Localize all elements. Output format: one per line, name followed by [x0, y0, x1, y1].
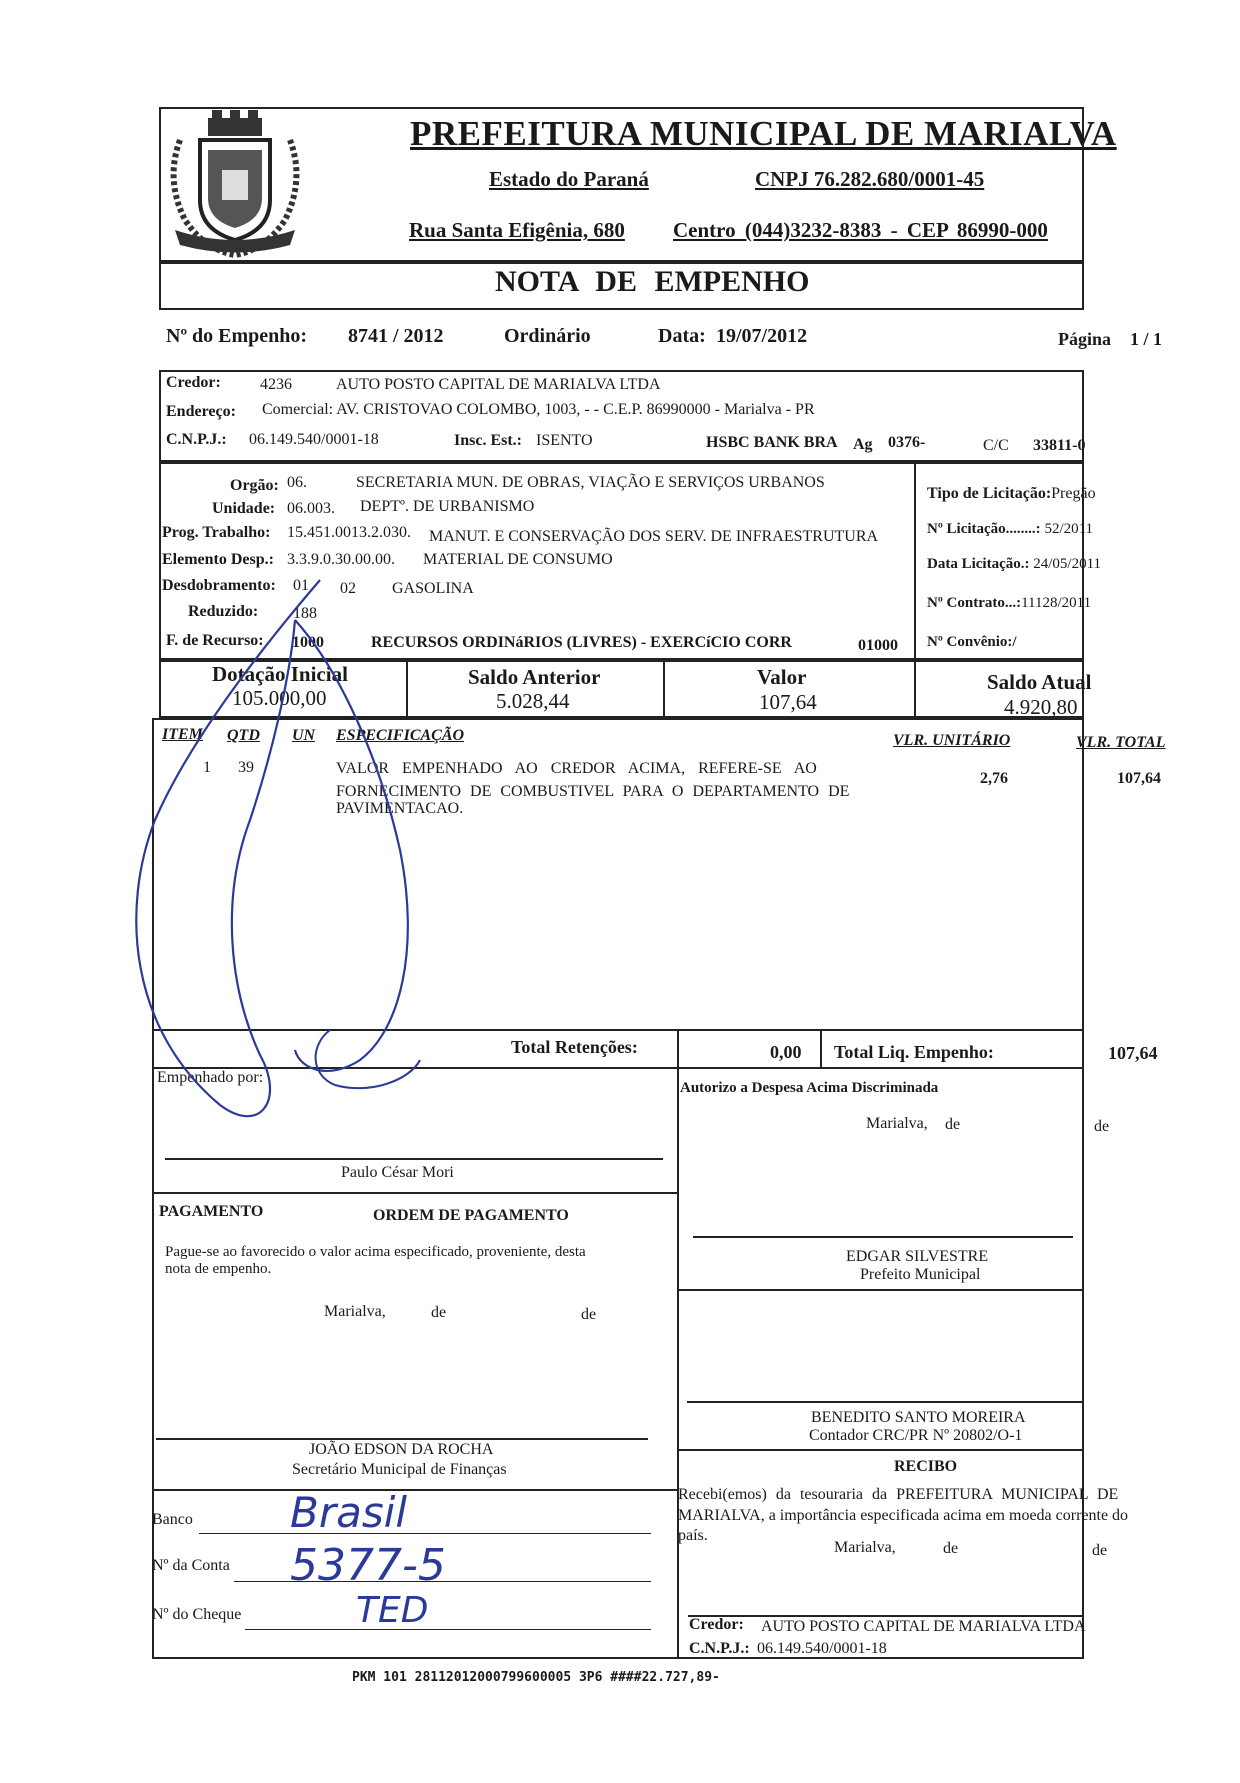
recibo-cnpj: 06.149.540/0001-18 — [757, 1640, 887, 1657]
col-qtd: QTD — [227, 727, 260, 744]
credor-code: 4236 — [260, 376, 292, 393]
address-label: Endereço: — [166, 403, 236, 420]
elemento-label: Elemento Desp.: — [162, 551, 274, 568]
tipo-licitacao: Pregão — [1051, 485, 1096, 502]
conta-label: Nº da Conta — [152, 1557, 230, 1574]
recibo-city: Marialva, — [834, 1539, 896, 1556]
secretario-name: JOÃO EDSON DA ROCHA — [309, 1441, 494, 1458]
signatures-divider — [677, 1069, 679, 1659]
liq-value: 107,64 — [1108, 1043, 1158, 1063]
header-address: Rua Santa Efigênia, 680 — [409, 218, 625, 242]
cheque-handwriting: TED — [356, 1590, 429, 1631]
recibo-text-1: Recebi(emos) da tesouraria da PREFEITURA MUNICIPAL DE — [678, 1486, 1119, 1503]
fonte-name: RECURSOS ORDINáRIOS (LIVRES) - EXERCíCIO CORR — [371, 634, 792, 651]
empenho-date-label: Data: — [658, 325, 706, 347]
values-div2 — [663, 660, 665, 718]
autorizo-city: Marialva, — [866, 1115, 928, 1132]
header-cnpj: CNPJ 76.282.680/0001-45 — [755, 167, 985, 191]
coat-of-arms-icon — [160, 100, 310, 260]
saldo-atual-value: 4.920,80 — [1004, 695, 1078, 719]
totals-div2 — [820, 1031, 822, 1069]
municipality-title: PREFEITURA MUNICIPAL DE MARIALVA — [410, 114, 1117, 153]
pagamento-city: Marialva, — [324, 1303, 386, 1320]
doc-title: NOTA DE EMPENHO — [495, 265, 810, 298]
state-name: Estado do Paraná — [489, 167, 649, 191]
prog-name: MANUT. E CONSERVAÇÃO DOS SERV. DE INFRAESTRUTURA — [429, 528, 879, 545]
orgao-code: 06. — [287, 474, 307, 491]
licitacao-number: 52/2011 — [1044, 521, 1094, 537]
empenho-number-label: Nº do Empenho: — [166, 325, 308, 347]
orgao-label: Orgão: — [230, 477, 279, 494]
recibo-sign-line — [688, 1615, 1082, 1617]
prog-code: 15.451.0013.2.030. — [287, 524, 411, 541]
page-number: 1 / 1 — [1130, 329, 1163, 349]
empenhado-name: Paulo César Mori — [341, 1164, 454, 1181]
licitacao-date-label: Data Licitação.: — [927, 556, 1030, 572]
empenho-date: 19/07/2012 — [716, 325, 808, 347]
tipo-licitacao-label — [927, 485, 1096, 503]
licitacao-number-row — [927, 521, 1093, 538]
banco-line — [199, 1533, 651, 1534]
agency: 0376- — [888, 434, 926, 451]
mayor-bottom — [677, 1289, 1084, 1291]
empenho-number: 8741 / 2012 — [348, 325, 444, 347]
secretario-role: Secretário Municipal de Finanças — [292, 1461, 507, 1478]
recibo-credor-label: Credor: — [689, 1616, 744, 1633]
saldo-anterior-label: Saldo Anterior — [468, 665, 601, 689]
desdob-b: 02 — [340, 580, 356, 597]
recibo-de1: de — [943, 1540, 959, 1557]
empenho-type: Ordinário — [504, 325, 591, 347]
col-total: VLR. TOTAL — [1076, 734, 1166, 751]
autorizo-de1: de — [945, 1116, 961, 1133]
pagamento-label: PAGAMENTO — [159, 1203, 264, 1220]
recibo-text-3: país. — [678, 1527, 708, 1544]
conta-handwriting: 5377-5 — [290, 1540, 446, 1591]
item-total: 107,64 — [1117, 770, 1161, 787]
secretario-bottom — [152, 1489, 677, 1491]
saldo-anterior-value: 5.028,44 — [496, 689, 570, 713]
empenhado-label: Empenhado por: — [157, 1069, 264, 1086]
dotacao-label: Dotação Inicial — [212, 662, 348, 686]
banco-handwriting: Brasil — [290, 1488, 408, 1537]
empenhado-sign-line — [165, 1158, 663, 1160]
desdob-label: Desdobramento: — [162, 577, 276, 594]
recibo-cnpj-label: C.N.P.J.: — [689, 1640, 750, 1657]
convenio-label: Nº Convênio:/ — [927, 634, 1017, 650]
credor-address: Comercial: AV. CRISTOVAO COLOMBO, 1003, - - C.E.P. 86990000 - Marialva - PR — [262, 401, 815, 418]
item-qty: 39 — [238, 759, 254, 776]
mayor-role: Prefeito Municipal — [860, 1266, 981, 1283]
recibo-title: RECIBO — [894, 1458, 958, 1475]
empenhado-bottom — [152, 1192, 677, 1194]
credor-cnpj: 06.149.540/0001-18 — [249, 431, 379, 448]
contrato-label: Nº Contrato...: — [927, 595, 1022, 611]
pagamento-text-2: nota de empenho. — [165, 1261, 272, 1277]
fonte-label: F. de Recurso: — [166, 632, 264, 649]
retencoes-value: 0,00 — [770, 1042, 802, 1062]
item-unit-price: 2,76 — [980, 770, 1008, 787]
contrato-number: 11128/2011 — [1021, 595, 1092, 611]
contador-role: Contador CRC/PR Nº 20802/O-1 — [809, 1427, 1023, 1444]
mayor-name: EDGAR SILVESTRE — [846, 1248, 989, 1265]
convenio-row — [927, 634, 1017, 651]
contrato-row — [927, 595, 1091, 612]
credor-label: Credor: — [166, 374, 221, 391]
totals-div1 — [677, 1031, 679, 1069]
account: 33811-0 — [1033, 437, 1086, 454]
contador-bottom — [677, 1449, 1084, 1451]
bank-stamp: PKM 101 28112012000799600005 3P6 ####22.727,89- — [352, 1670, 720, 1685]
saldo-atual-label: Saldo Atual — [987, 670, 1092, 694]
licitacao-number-label: Nº Licitação........: — [927, 521, 1041, 537]
budget-divider — [914, 462, 916, 660]
orgao-name: SECRETARIA MUN. DE OBRAS, VIAÇÃO E SERVIÇOS URBANOS — [356, 474, 825, 491]
item-desc-line1: VALOR EMPENHADO AO CREDOR ACIMA, REFERE-SE AO — [336, 760, 817, 777]
desdob-a: 01 — [293, 577, 309, 594]
fonte-number: 01000 — [858, 637, 898, 654]
liq-label: Total Liq. Empenho: — [834, 1042, 994, 1062]
contador-sign-line — [687, 1401, 1082, 1403]
valor-label: Valor — [757, 665, 807, 689]
col-unit: VLR. UNITÁRIO — [893, 732, 1011, 749]
reduzido: 188 — [293, 605, 317, 622]
credor-insc: ISENTO — [536, 432, 593, 449]
pagamento-de2: de — [581, 1306, 597, 1323]
valor-value: 107,64 — [759, 690, 817, 714]
contador-name: BENEDITO SANTO MOREIRA — [811, 1409, 1026, 1426]
prog-label: Prog. Trabalho: — [162, 524, 271, 541]
licitacao-date-row — [927, 556, 1101, 573]
bank-name: HSBC BANK BRA — [706, 434, 838, 451]
cnpj-label: C.N.P.J.: — [166, 431, 227, 448]
pagamento-text-1: Pague-se ao favorecido o valor acima especificado, proveniente, desta — [165, 1244, 586, 1260]
elemento-name: MATERIAL DE CONSUMO — [423, 551, 613, 568]
col-item: ITEM — [162, 726, 203, 743]
licitacao-date: 24/05/2011 — [1033, 556, 1102, 572]
header-contact: Centro (044)3232-8383 - CEP 86990-000 — [673, 218, 1048, 242]
desdob-name: GASOLINA — [392, 580, 474, 597]
pagamento-de1: de — [431, 1304, 447, 1321]
elemento-code: 3.3.9.0.30.00.00. — [287, 551, 395, 568]
autorizo-label: Autorizo a Despesa Acima Discriminada — [680, 1080, 939, 1096]
recibo-de2: de — [1092, 1542, 1108, 1559]
col-espec: ESPECIFICAÇÃO — [336, 727, 465, 744]
item-desc-line3: PAVIMENTACAO. — [336, 800, 464, 817]
credor-name: AUTO POSTO CAPITAL DE MARIALVA LTDA — [336, 376, 661, 393]
cc-label: C/C — [983, 437, 1009, 454]
ordem-pagamento: ORDEM DE PAGAMENTO — [373, 1207, 569, 1224]
cheque-label: Nº do Cheque — [152, 1606, 242, 1623]
recibo-credor: AUTO POSTO CAPITAL DE MARIALVA LTDA — [761, 1618, 1086, 1635]
col-un: UN — [292, 727, 316, 744]
autorizo-de2: de — [1094, 1118, 1110, 1135]
dotacao-value: 105.000,00 — [232, 686, 327, 710]
item-desc-line2: FORNECIMENTO DE COMBUSTIVEL PARA O DEPARTAMENTO DE — [336, 783, 850, 800]
values-div1 — [406, 660, 408, 718]
unidade-label: Unidade: — [212, 500, 276, 517]
recibo-text-2: MARIALVA, a importância especificada acima em moeda corrente do — [678, 1507, 1129, 1524]
banco-label: Banco — [152, 1511, 193, 1528]
item-number: 1 — [203, 759, 211, 776]
tipo-licitacao-label-text: Tipo de Licitação: — [927, 485, 1052, 502]
reduzido-label: Reduzido: — [188, 603, 259, 620]
unidade-code: 06.003. — [287, 500, 335, 517]
mayor-sign-line — [693, 1236, 1073, 1238]
secretario-sign-line — [156, 1438, 648, 1440]
fonte-code: 1000 — [292, 634, 324, 651]
insc-label: Insc. Est.: — [454, 432, 523, 449]
unidade-name: DEPTº. DE URBANISMO — [360, 498, 535, 515]
values-div3 — [914, 660, 916, 718]
retencoes-label: Total Retenções: — [511, 1037, 638, 1057]
ag-label: Ag — [853, 436, 873, 453]
page-label: Página — [1058, 329, 1112, 349]
cheque-line — [245, 1629, 651, 1630]
